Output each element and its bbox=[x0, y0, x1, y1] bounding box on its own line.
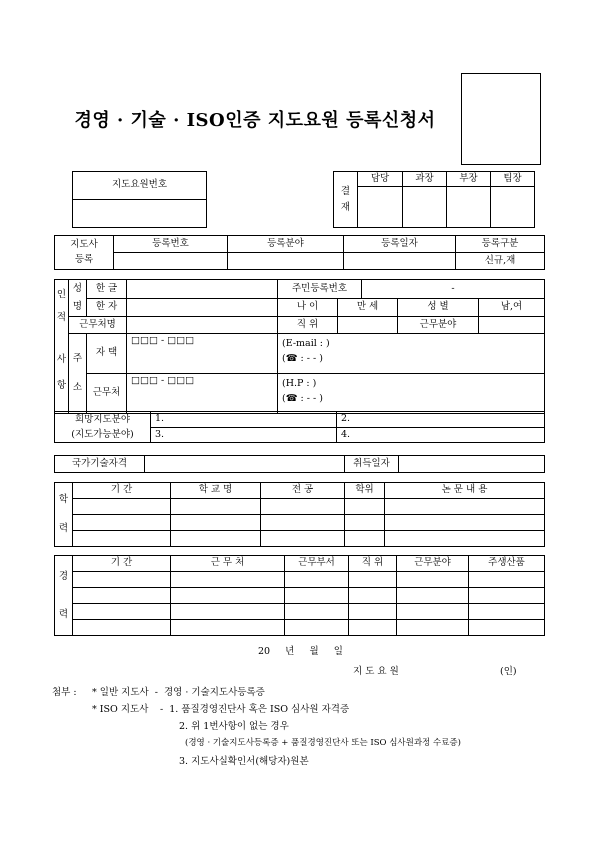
hanja-name-field[interactable] bbox=[127, 298, 278, 317]
cell[interactable] bbox=[469, 572, 545, 588]
cell[interactable] bbox=[349, 588, 397, 604]
desired-field-table bbox=[54, 411, 545, 443]
address-label: 주 소 bbox=[69, 334, 87, 414]
cell[interactable] bbox=[469, 588, 545, 604]
table-row bbox=[55, 620, 545, 636]
career-company-header: 근 무 처 bbox=[171, 556, 285, 572]
cell[interactable] bbox=[285, 604, 349, 620]
cell[interactable] bbox=[73, 499, 171, 515]
cell[interactable] bbox=[73, 515, 171, 531]
age-unit[interactable]: 만 세 bbox=[338, 298, 398, 317]
approval-sign-3[interactable] bbox=[447, 187, 491, 228]
cell[interactable] bbox=[261, 515, 345, 531]
education-side-1: 력 bbox=[58, 522, 69, 534]
reg-number-header: 등록번호 bbox=[114, 236, 228, 253]
cell[interactable] bbox=[73, 604, 171, 620]
workplace-label: 근무처명 bbox=[69, 317, 127, 334]
hangul-name-field[interactable] bbox=[127, 280, 278, 299]
approval-label bbox=[334, 172, 358, 228]
attachment-iso-head: * ISO 지도사 bbox=[92, 704, 149, 715]
attachment-iso-3: 3. 지도사실확인서(해당자)원본 bbox=[179, 756, 309, 767]
desired-field-1[interactable]: 1. bbox=[151, 412, 337, 428]
reg-type-header: 등록구분 bbox=[456, 236, 545, 253]
desired-field-label bbox=[55, 412, 151, 443]
side-char-0: 인 bbox=[56, 289, 67, 300]
applicant-label: 지 도 요 원 bbox=[353, 666, 399, 677]
reg-field-field[interactable] bbox=[228, 253, 344, 270]
email-field[interactable]: (E-mail : ) bbox=[282, 338, 330, 350]
desired-field-2[interactable]: 2. bbox=[337, 412, 545, 428]
cell[interactable] bbox=[73, 572, 171, 588]
cell[interactable] bbox=[469, 604, 545, 620]
career-period-header: 기 간 bbox=[73, 556, 171, 572]
reg-number-field[interactable] bbox=[114, 253, 228, 270]
registration-table bbox=[54, 235, 545, 270]
gender-label: 성 별 bbox=[398, 298, 479, 317]
reg-type-value[interactable]: 신규,재 bbox=[456, 253, 545, 270]
side-char-2: 사 bbox=[56, 353, 67, 365]
education-table bbox=[54, 482, 545, 547]
career-table bbox=[54, 555, 545, 636]
approval-label-text: 결 재 bbox=[340, 186, 351, 213]
career-side-1: 력 bbox=[58, 608, 69, 620]
hangul-label: 한 글 bbox=[87, 280, 127, 299]
cell[interactable] bbox=[385, 515, 545, 531]
registration-label-text: 지도사 등록 bbox=[70, 239, 98, 265]
cell[interactable] bbox=[385, 531, 545, 547]
cell[interactable] bbox=[345, 499, 385, 515]
side-char-sa-hang bbox=[55, 334, 69, 414]
rrn-field[interactable]: - bbox=[362, 280, 545, 299]
cell[interactable] bbox=[285, 620, 349, 636]
attachment-iso-1: - 1. 품질경영진단사 혹은 ISO 심사원 자격증 bbox=[160, 704, 350, 715]
work-field-field[interactable] bbox=[479, 317, 545, 334]
cell[interactable] bbox=[73, 620, 171, 636]
desired-field-3[interactable]: 3. bbox=[151, 427, 337, 443]
cell[interactable] bbox=[285, 572, 349, 588]
attachment-iso-2: 2. 위 1번사항이 없는 경우 bbox=[179, 721, 289, 732]
cell[interactable] bbox=[397, 604, 469, 620]
approval-department-head: 부장 bbox=[447, 172, 491, 187]
approval-team-leader: 팀장 bbox=[491, 172, 535, 187]
work-field-label: 근무분야 bbox=[398, 317, 479, 334]
acquired-date-field[interactable] bbox=[399, 456, 545, 473]
desired-label-2: (지도가능분야) bbox=[71, 429, 134, 441]
approval-sign-2[interactable] bbox=[403, 187, 447, 228]
work-contact[interactable] bbox=[278, 374, 545, 414]
approval-section-chief: 과장 bbox=[403, 172, 447, 187]
rrn-label: 주민등록번호 bbox=[278, 280, 362, 299]
cell[interactable] bbox=[73, 588, 171, 604]
qualification-table bbox=[54, 455, 545, 473]
consultant-number-field[interactable] bbox=[73, 200, 207, 228]
table-row bbox=[55, 572, 545, 588]
work-postal-code[interactable]: □□□ - □□□ bbox=[131, 375, 195, 387]
cell[interactable] bbox=[349, 572, 397, 588]
table-row bbox=[55, 531, 545, 547]
position-label: 직 위 bbox=[278, 317, 338, 334]
approval-staff: 담당 bbox=[358, 172, 403, 187]
qualification-field[interactable] bbox=[145, 456, 345, 473]
edu-period-header: 기 간 bbox=[73, 483, 171, 499]
edu-school-header: 학 교 명 bbox=[171, 483, 261, 499]
edu-thesis-header: 논 문 내 용 bbox=[385, 483, 545, 499]
cell[interactable] bbox=[345, 515, 385, 531]
reg-date-field[interactable] bbox=[344, 253, 456, 270]
signature-date[interactable]: 20 년 월 일 bbox=[258, 646, 343, 657]
career-position-header: 직 위 bbox=[349, 556, 397, 572]
age-label: 나 이 bbox=[278, 298, 338, 317]
cell[interactable] bbox=[171, 531, 261, 547]
desired-field-4[interactable]: 4. bbox=[337, 427, 545, 443]
home-contact[interactable] bbox=[278, 334, 545, 374]
mobile-phone-field[interactable]: (H.P : ) bbox=[282, 378, 317, 390]
education-side-label bbox=[55, 483, 73, 547]
table-row bbox=[55, 499, 545, 515]
cell[interactable] bbox=[397, 588, 469, 604]
work-address-field[interactable] bbox=[127, 374, 278, 414]
table-row bbox=[55, 604, 545, 620]
desired-label-1: 희망지도분야 bbox=[74, 414, 131, 425]
side-char-3: 항 bbox=[56, 380, 67, 392]
career-product-header: 주생산품 bbox=[469, 556, 545, 572]
hanja-label: 한 자 bbox=[87, 298, 127, 317]
cell[interactable] bbox=[261, 499, 345, 515]
edu-degree-header: 학위 bbox=[345, 483, 385, 499]
cell[interactable] bbox=[171, 499, 261, 515]
cell[interactable] bbox=[285, 588, 349, 604]
work-address-label: 근무처 bbox=[87, 374, 127, 414]
registration-label bbox=[55, 236, 114, 270]
cell[interactable] bbox=[171, 515, 261, 531]
cell[interactable] bbox=[171, 588, 285, 604]
attachment-general: * 일반 지도사 - 경영 · 기술지도사등록증 bbox=[92, 687, 265, 698]
cell[interactable] bbox=[469, 620, 545, 636]
approval-sign-4[interactable] bbox=[491, 187, 535, 228]
personal-info-table bbox=[54, 279, 545, 414]
consultant-number-label: 지도요원번호 bbox=[73, 172, 207, 200]
attachments-label: 첨부 : bbox=[52, 687, 77, 698]
acquired-date-label: 취득일자 bbox=[345, 456, 399, 473]
career-side-label bbox=[55, 556, 73, 636]
table-row bbox=[55, 588, 545, 604]
cell[interactable] bbox=[171, 604, 285, 620]
edu-major-header: 전 공 bbox=[261, 483, 345, 499]
work-phone-field[interactable]: (☎ : - - ) bbox=[282, 393, 323, 405]
home-postal-code[interactable]: □□□ - □□□ bbox=[131, 335, 195, 347]
table-row bbox=[55, 515, 545, 531]
page-title: 경영 · 기술 · ISO인증 지도요원 등록신청서 bbox=[74, 110, 436, 131]
reg-date-header: 등록일자 bbox=[344, 236, 456, 253]
side-char-1: 적 bbox=[56, 311, 67, 323]
photo-box bbox=[461, 73, 541, 165]
home-label: 자 택 bbox=[87, 334, 127, 374]
cell[interactable] bbox=[349, 604, 397, 620]
name-label: 성 명 bbox=[69, 280, 87, 317]
career-side-0: 경 bbox=[58, 570, 69, 582]
qualification-label: 국가기술자격 bbox=[55, 456, 145, 473]
seal-mark[interactable]: (인) bbox=[500, 666, 517, 677]
cell[interactable] bbox=[345, 531, 385, 547]
gender-value[interactable]: 남,여 bbox=[479, 298, 545, 317]
cell[interactable] bbox=[397, 572, 469, 588]
cell[interactable] bbox=[171, 572, 285, 588]
cell[interactable] bbox=[385, 499, 545, 515]
reg-field-header: 등록분야 bbox=[228, 236, 344, 253]
cell[interactable] bbox=[349, 620, 397, 636]
approval-box bbox=[333, 171, 535, 228]
position-field[interactable] bbox=[338, 317, 398, 334]
career-field-header: 근무분야 bbox=[397, 556, 469, 572]
career-department-header: 근무부서 bbox=[285, 556, 349, 572]
cell[interactable] bbox=[397, 620, 469, 636]
consultant-number-box bbox=[72, 171, 207, 228]
cell[interactable] bbox=[73, 531, 171, 547]
home-phone-field[interactable]: (☎ : - - ) bbox=[282, 353, 323, 365]
cell[interactable] bbox=[261, 531, 345, 547]
home-address-field[interactable] bbox=[127, 334, 278, 374]
cell[interactable] bbox=[171, 620, 285, 636]
approval-sign-1[interactable] bbox=[358, 187, 403, 228]
workplace-field[interactable] bbox=[127, 317, 278, 334]
attachment-iso-2-detail: (경영 · 기술지도사등록증 + 품질경영진단사 또는 ISO 심사원과정 수료증) bbox=[185, 738, 461, 748]
side-char-in-jeok bbox=[55, 280, 69, 334]
education-side-0: 학 bbox=[58, 494, 69, 505]
